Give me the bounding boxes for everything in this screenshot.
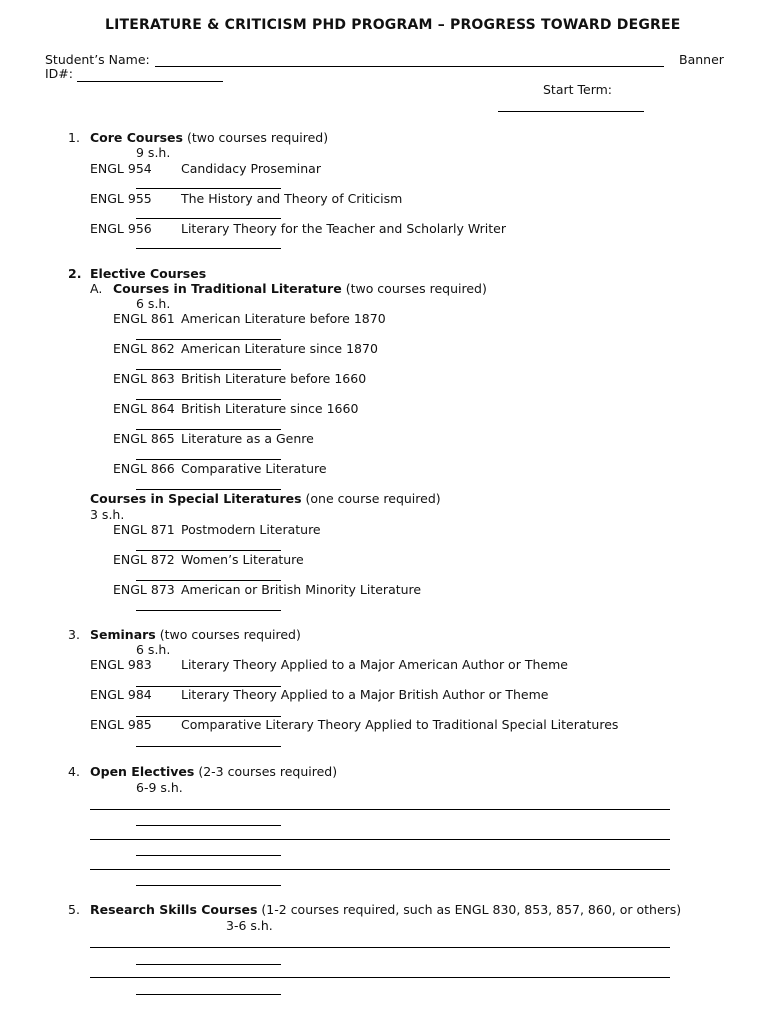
sub-a-hours: 6 s.h. (136, 296, 171, 311)
course-title: British Literature since 1660 (181, 401, 359, 416)
course-code: ENGL 955 (90, 191, 152, 206)
core-note: (two courses required) (186, 130, 329, 145)
course-code: ENGL 871 (113, 522, 175, 537)
course-title: Literary Theory Applied to a Major American Author or Theme (181, 657, 568, 672)
seminars-heading-text: Seminars (90, 627, 156, 642)
course-title: Comparative Literature (181, 461, 327, 476)
course-code: ENGL 954 (90, 161, 152, 176)
course-grade-field[interactable] (136, 248, 281, 249)
research-number: 5. (68, 902, 80, 917)
research-note: (1-2 courses required, such as ENGL 830, 853, 857, 860, or others) (261, 902, 682, 917)
core-heading (90, 130, 328, 145)
core-heading-text: Core Courses (90, 130, 183, 145)
sub-a-heading-text: Courses in Traditional Literature (113, 281, 342, 296)
course-grade-field[interactable] (136, 429, 281, 430)
course-title: American or British Minority Literature (181, 582, 422, 597)
open-course-field[interactable] (90, 869, 670, 870)
open-grade-field[interactable] (136, 855, 281, 856)
course-grade-field[interactable] (136, 550, 281, 551)
seminars-hours: 6 s.h. (136, 642, 171, 657)
student-name-field[interactable] (155, 66, 664, 67)
course-code: ENGL 872 (113, 552, 175, 567)
start-term-label: Start Term: (543, 82, 613, 97)
seminars-heading (90, 627, 301, 642)
research-hours: 3-6 s.h. (226, 918, 273, 933)
course-code: ENGL 983 (90, 657, 152, 672)
elective-number: 2. (68, 266, 82, 281)
course-title: Literary Theory for the Teacher and Scholarly Writer (181, 221, 506, 236)
open-course-field[interactable] (90, 809, 670, 810)
banner-label: Banner (679, 52, 724, 67)
course-grade-field[interactable] (136, 746, 281, 747)
open-heading (90, 764, 337, 779)
course-code: ENGL 866 (113, 461, 175, 476)
core-number: 1. (68, 130, 80, 145)
course-grade-field[interactable] (136, 218, 281, 219)
banner-id-label: ID#: (45, 66, 73, 81)
course-code: ENGL 984 (90, 687, 152, 702)
course-code: ENGL 865 (113, 431, 175, 446)
course-code: ENGL 873 (113, 582, 175, 597)
course-grade-field[interactable] (136, 369, 281, 370)
research-grade-field[interactable] (136, 994, 281, 995)
course-title: American Literature before 1870 (181, 311, 386, 326)
sub-a-note: (two courses required) (345, 281, 487, 296)
course-code: ENGL 956 (90, 221, 152, 236)
sub-b-heading (90, 491, 441, 506)
course-grade-field[interactable] (136, 188, 281, 189)
research-grade-field[interactable] (136, 964, 281, 965)
course-code: ENGL 985 (90, 717, 152, 732)
open-grade-field[interactable] (136, 825, 281, 826)
banner-id-field[interactable] (77, 81, 223, 82)
open-number: 4. (68, 764, 80, 779)
sub-a-heading (113, 281, 487, 296)
course-grade-field[interactable] (136, 399, 281, 400)
course-title: The History and Theory of Criticism (181, 191, 403, 206)
course-code: ENGL 862 (113, 341, 175, 356)
core-hours: 9 s.h. (136, 145, 171, 160)
course-grade-field[interactable] (136, 459, 281, 460)
course-title: Comparative Literary Theory Applied to Traditional Special Literatures (181, 717, 619, 732)
seminars-note: (two courses required) (159, 627, 301, 642)
course-title: American Literature since 1870 (181, 341, 378, 356)
course-title: Literature as a Genre (181, 431, 314, 446)
research-course-field[interactable] (90, 947, 670, 948)
seminars-number: 3. (68, 627, 80, 642)
open-heading-text: Open Electives (90, 764, 195, 779)
elective-heading: Elective Courses (90, 266, 207, 281)
open-hours: 6-9 s.h. (136, 780, 183, 795)
sub-b-heading-text: Courses in Special Literatures (90, 491, 302, 506)
course-code: ENGL 863 (113, 371, 175, 386)
sub-b-hours: 3 s.h. (90, 507, 125, 522)
course-code: ENGL 864 (113, 401, 175, 416)
course-title: British Literature before 1660 (181, 371, 367, 386)
page-title: LITERATURE & CRITICISM PHD PROGRAM – PROGRESS TOWARD DEGREE (105, 17, 681, 33)
course-grade-field[interactable] (136, 339, 281, 340)
course-title: Women’s Literature (181, 552, 304, 567)
research-course-field[interactable] (90, 977, 670, 978)
research-heading (90, 902, 681, 917)
sub-a-letter: A. (90, 281, 103, 296)
course-title: Literary Theory Applied to a Major British Author or Theme (181, 687, 549, 702)
research-heading-text: Research Skills Courses (90, 902, 258, 917)
course-grade-field[interactable] (136, 580, 281, 581)
course-code: ENGL 861 (113, 311, 175, 326)
course-title: Postmodern Literature (181, 522, 321, 537)
course-grade-field[interactable] (136, 489, 281, 490)
open-note: (2-3 courses required) (198, 764, 338, 779)
open-course-field[interactable] (90, 839, 670, 840)
course-title: Candidacy Proseminar (181, 161, 321, 176)
course-grade-field[interactable] (136, 610, 281, 611)
open-grade-field[interactable] (136, 885, 281, 886)
student-name-label: Student’s Name: (45, 52, 150, 67)
sub-b-note: (one course required) (305, 491, 441, 506)
start-term-field[interactable] (498, 111, 644, 112)
